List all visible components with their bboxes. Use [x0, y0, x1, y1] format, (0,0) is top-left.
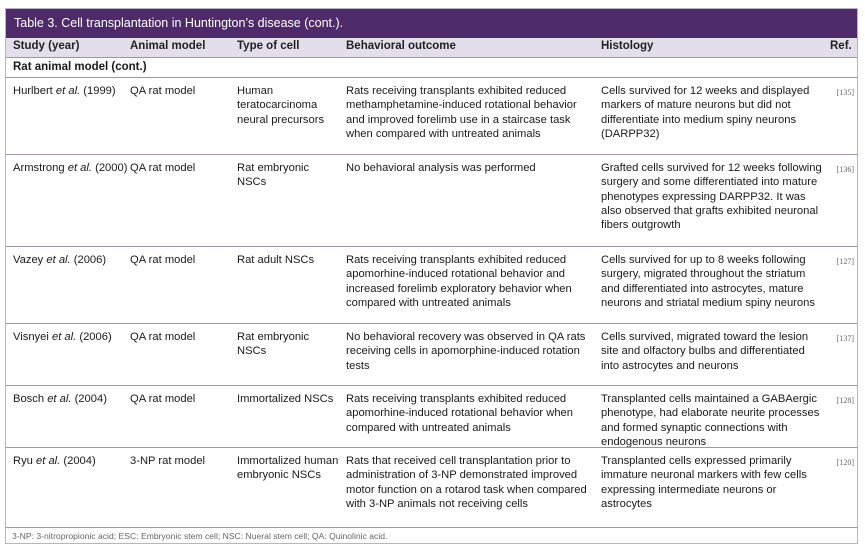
behavior-cell: Rats receiving transplants exhibited reduced apomorhine-induced rotational behavior when compared with untreated animals — [346, 393, 574, 434]
header-study: Study (year) — [13, 40, 80, 52]
behavior-cell: Rats that received cell transplantation prior to administration of 3-NP demonstrated improved motor function on a rotarod task when compared with 3-NP animals not receiving cells — [346, 455, 587, 510]
reference-cell: [128] — [836, 396, 854, 405]
cell-type-cell: Rat adult NSCs — [237, 254, 315, 266]
cell-type-cell: Immortalized human embryonic NSCs — [237, 455, 339, 482]
study-cell: Visnyei et al. (2006) — [13, 331, 112, 343]
header-behavioral-outcome: Behavioral outcome — [346, 40, 456, 52]
animal-model-cell: QA rat model — [130, 162, 196, 174]
study-cell: Bosch et al. (2004) — [13, 393, 107, 405]
table-row — [6, 246, 857, 323]
study-cell: Vazey et al. (2006) — [13, 254, 107, 266]
table-frame — [5, 8, 858, 544]
reference-cell: [136] — [836, 165, 854, 174]
animal-model-cell: QA rat model — [130, 393, 196, 405]
header-histology: Histology — [601, 40, 654, 52]
study-cell: Ryu et al. (2004) — [13, 455, 96, 467]
behavior-cell: Rats receiving transplants exhibited reduced apomorhine-induced rotational behavior and increased forelimb exploratory behavior when compared with untreated animals — [346, 254, 572, 309]
reference-cell: [137] — [836, 334, 854, 343]
histology-cell: Cells survived for up to 8 weeks following surgery, migrated throughout the striatum and differentiated into astrocytes, mature neurons and striatal medium spiny neurons — [601, 254, 815, 309]
histology-cell: Grafted cells survived for 12 weeks following surgery and some differentiated into mature phenotypes expressing DARPP32. It was also observed that grafts exhibited neuronal fibers outgrowth — [601, 162, 822, 232]
study-cell: Hurlbert et al. (1999) — [13, 85, 116, 97]
histology-cell: Cells survived, migrated toward the lesion site and olfactory bulbs and differentiated into astrocytes and neurons — [601, 331, 809, 372]
reference-cell: [127] — [836, 257, 854, 266]
behavior-cell: Rats receiving transplants exhibited reduced methamphetamine-induced rotational behavior and improved forelimb use in a staircase task when compared with untreated animals — [346, 85, 577, 140]
reference-cell: [135] — [836, 88, 854, 97]
cell-type-cell: Human teratocarcinoma neural precursors — [237, 85, 325, 126]
table-row — [6, 447, 857, 527]
animal-model-cell: 3-NP rat model — [130, 455, 206, 467]
animal-model-cell: QA rat model — [130, 254, 196, 266]
behavior-cell: No behavioral recovery was observed in QA rats receiving cells in apomorphine-induced rotation tests — [346, 331, 586, 372]
header-type-of-cell: Type of cell — [237, 40, 300, 52]
section-label: Rat animal model (cont.) — [13, 61, 147, 73]
cell-type-cell: Immortalized NSCs — [237, 393, 334, 405]
header-animal-model: Animal model — [130, 40, 206, 52]
cell-type-cell: Rat embryonic NSCs — [237, 162, 310, 189]
animal-model-cell: QA rat model — [130, 85, 196, 97]
table-row — [6, 77, 857, 154]
section-label-row — [6, 57, 857, 77]
table-row — [6, 154, 857, 246]
histology-cell: Transplanted cells maintained a GABAergic phenotype, had elaborate neurite processes and formed synaptic connections with endogenous neurons — [601, 393, 820, 448]
reference-cell: [120] — [836, 458, 854, 467]
table-footnote — [6, 527, 857, 544]
column-header-row — [6, 38, 857, 57]
histology-cell: Cells survived for 12 weeks and displayed markers of mature neurons but did not differentiate into medium spiny neurons (DARPP32) — [601, 85, 810, 140]
footnote-text: 3-NP: 3-nitropropionic acid; ESC: Embryonic stem cell; NSC: Nueral stem cell; QA: Quinolinic acid. — [12, 531, 388, 541]
table-row — [6, 323, 857, 385]
animal-model-cell: QA rat model — [130, 331, 196, 343]
behavior-cell: No behavioral analysis was performed — [346, 162, 536, 174]
table-row — [6, 385, 857, 447]
histology-cell: Transplanted cells expressed primarily immature neuronal markers with few cells expressing intermediate neurons or astrocytes — [601, 455, 807, 510]
cell-type-cell: Rat embryonic NSCs — [237, 331, 310, 358]
table-title: Table 3. Cell transplantation in Huntington’s disease (cont.). — [6, 9, 857, 38]
study-cell: Armstrong et al. (2000) — [13, 162, 128, 174]
header-ref: Ref. — [830, 40, 852, 52]
